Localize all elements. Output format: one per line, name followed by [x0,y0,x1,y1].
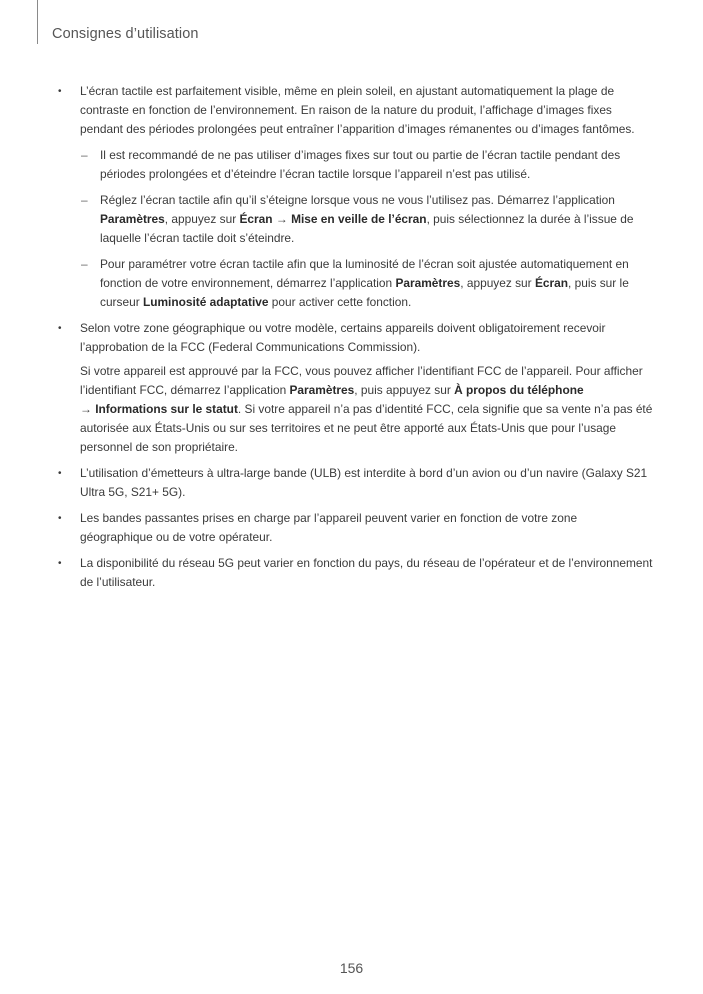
header-rule [37,0,38,44]
bullet-text: L’utilisation d’émetteurs à ultra-large bande (ULB) est interdite à bord d’un avion ou d’un navire (Galaxy S21 Ultra 5G, S21+ 5G). [80,466,648,499]
paragraph-text: , puis appuyez sur [354,383,455,397]
bullet-item-bandwidth [57,509,653,547]
bullet-text: Les bandes passantes prises en charge par l’appareil peuvent varier en fonction de votre zone géographique ou de votre opérateur. [80,511,578,544]
arrow-separator: → [80,402,96,416]
sub-item-text: , puis sélectionnez la durée à l’issue de laquelle l’écran tactile doit s’éteindre. [100,212,634,245]
arrow-separator: → [272,212,292,226]
sub-item-text: , appuyez sur [460,276,535,290]
bullet-paragraph [80,362,653,457]
bullet-item-uwb [57,464,653,502]
dash-marker: – [81,257,88,271]
page-content [57,82,653,599]
sub-item-adaptive-brightness [80,255,653,312]
sub-item-text: , puis sur le curseur [100,276,629,309]
bullet-text: Selon votre zone géographique ou votre modèle, certains appareils doivent obligatoirement recevoir l’approbation de la FCC (Federal Communications Commission). [80,321,606,354]
bullet-marker: • [58,513,62,524]
sub-item-text: , appuyez sur [164,212,240,226]
bullet-text: La disponibilité du réseau 5G peut varier en fonction du pays, du réseau de l’opérateur et de l’environnement de l’utilisateur. [80,556,653,589]
paragraph-text: . Si votre appareil n’a pas d’identité FCC, cela signifie que sa vente n’a pas été autorisée aux États-Unis ou sur ses territoires et ne peut être apporté aux États-Unis que pour l’usage personnel de son propriétaire. [80,402,653,454]
sub-item-fixed-images [80,146,653,184]
bold-term-display: Écran [239,212,273,226]
sub-item-text: Il est recommandé de ne pas utiliser d’images fixes sur tout ou partie de l’écran tactile pendant des périodes prolongées et d’éteindre l’écran tactile lorsque l’appareil n’est pas utilisé. [100,148,621,181]
bold-term-settings: Paramètres [395,276,461,290]
bold-term-settings: Paramètres [289,383,355,397]
bullet-text: L’écran tactile est parfaitement visible, même en plein soleil, en ajustant automatiquement la plage de contraste en fonction de l’environnement. En raison de la nature du produit, l’affichage d’images fixes pendant des périodes prolongées peut entraîner l’apparition d’images rémanentes ou d’images fantômes. [80,84,635,136]
bold-term-screen-timeout: Mise en veille de l’écran [291,212,427,226]
dash-marker: – [81,148,88,162]
dash-marker: – [81,193,88,207]
bold-term-display: Écran [534,276,569,290]
bold-term-adaptive-brightness: Luminosité adaptative [142,295,269,309]
sub-item-text: pour activer cette fonction. [268,295,412,309]
paragraph-text: Si votre appareil est approuvé par la FCC, vous pouvez afficher l’identifiant FCC de l’appareil. Pour afficher l’identifiant FCC, démarrez l’application [80,364,643,397]
sub-item-text: Réglez l’écran tactile afin qu’il s’éteigne lorsque vous ne vous l’utilisez pas. Démarrez l’application [100,193,615,207]
bullet-marker: • [58,468,62,479]
page-header-title: Consignes d’utilisation [52,26,199,42]
page-number: 156 [339,960,364,976]
bullet-item-fcc [57,319,653,457]
bullet-item-5g [57,554,653,592]
bullet-marker: • [58,323,62,334]
bullet-marker: • [58,86,62,97]
bold-term-status-info: Informations sur le statut [95,402,238,416]
sub-item-screen-timeout [80,191,653,248]
sub-item-text: Pour paramétrer votre écran tactile afin que la luminosité de l’écran soit ajustée automatiquement en fonction de votre environnement, démarrez l’application [100,257,629,290]
bold-term-about-phone: À propos du téléphone [454,383,584,397]
bold-term-settings: Paramètres [100,212,165,226]
bullet-marker: • [58,558,62,569]
bullet-item-screen-visibility [57,82,653,312]
